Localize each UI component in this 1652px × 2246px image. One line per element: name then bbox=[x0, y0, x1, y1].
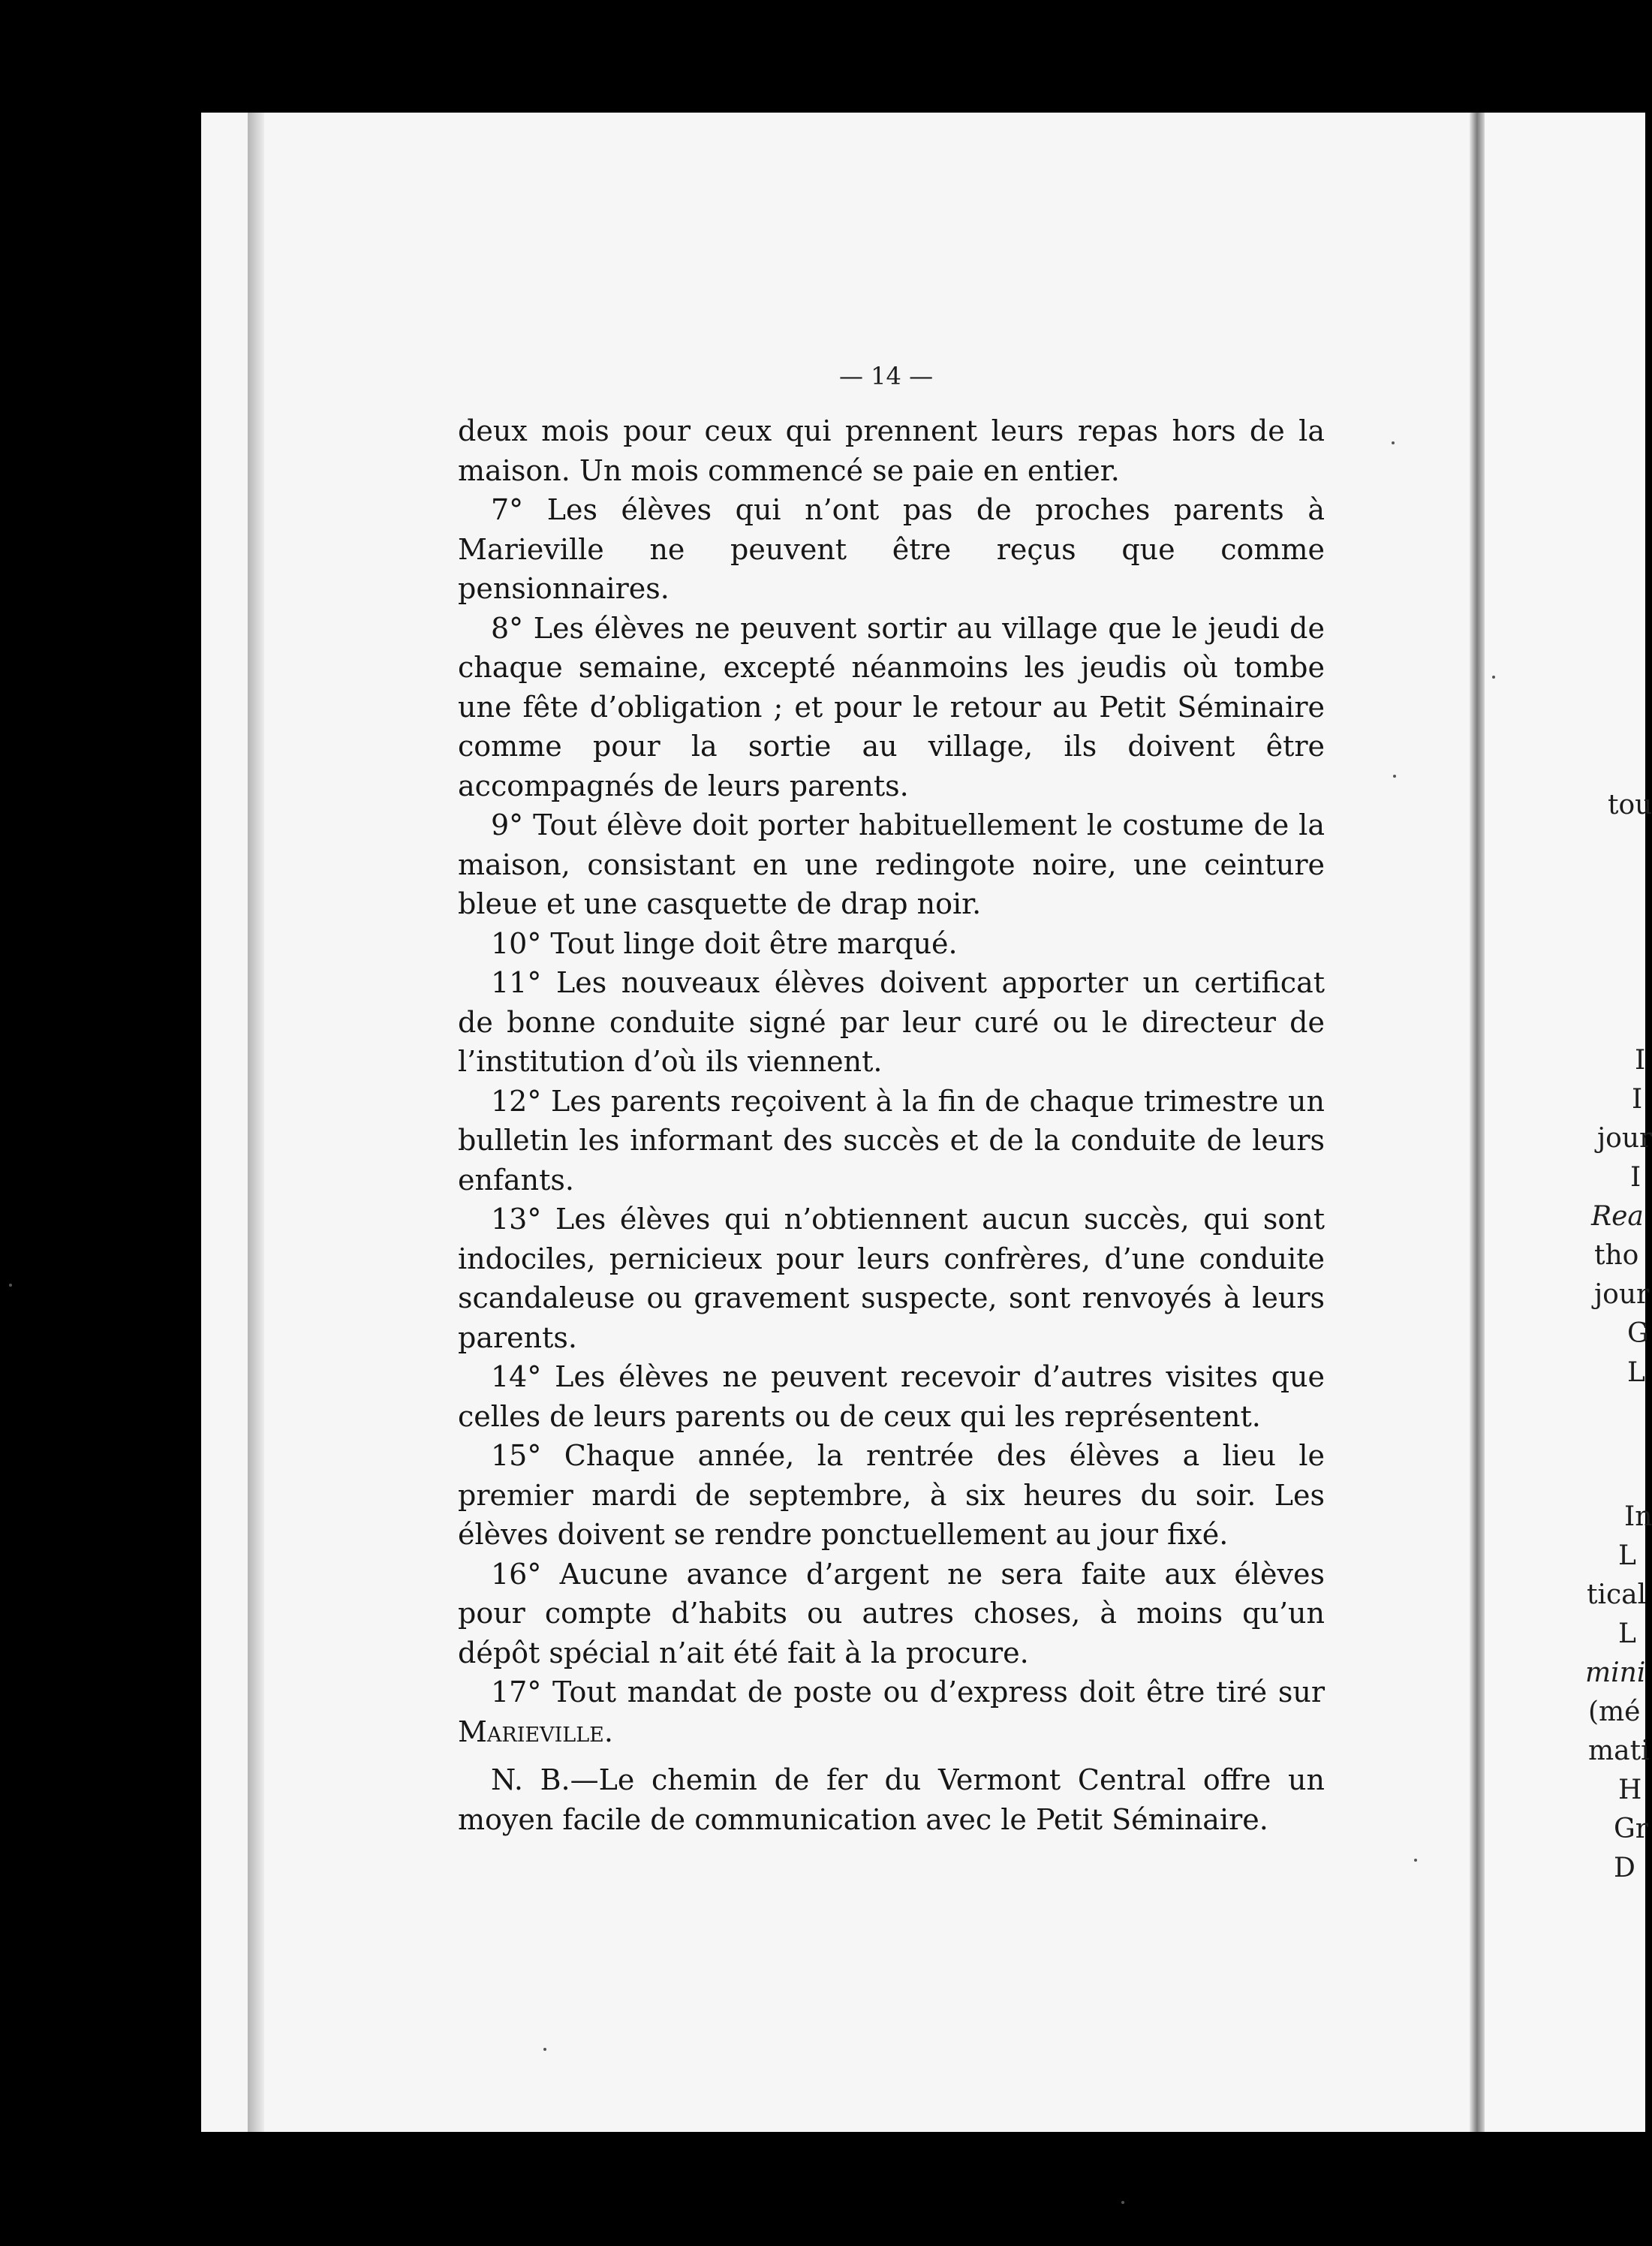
facing-fragment: L bbox=[1618, 1618, 1636, 1649]
scan-speck bbox=[1414, 1859, 1417, 1862]
rule-15: 15° Chaque année, la rentrée des élèves a lieu le premier mardi de septembre, à six heures du soir. Les élèves doivent se rendre ponctuellement au jour fixé. bbox=[458, 1439, 1325, 1551]
rule-7: 7° Les élèves qui n’ont pas de proches parents à Marieville ne peuvent être reçus que comme pensionnaires. bbox=[458, 493, 1325, 605]
rule-12: 12° Les parents reçoivent à la fin de chaque trimestre un bulletin les informant des succès et de la conduite de leurs enfants. bbox=[458, 1084, 1325, 1197]
rule-11: 11° Les nouveaux élèves doivent apporter un certificat de bonne conduite signé par leur curé ou le directeur de l’institution d’où ils viennent. bbox=[458, 966, 1325, 1078]
facing-fragment: jour bbox=[1594, 1279, 1650, 1310]
scan-speck bbox=[1121, 2201, 1124, 2204]
scan-speck bbox=[1392, 441, 1395, 444]
rule-17-text: 17° Tout mandat de poste ou d’express doit être tiré sur bbox=[491, 1675, 1325, 1709]
facing-fragment: tou bbox=[1608, 790, 1652, 820]
facing-fragment: mati bbox=[1588, 1736, 1650, 1766]
facing-fragment: Rea bbox=[1591, 1201, 1644, 1232]
facing-fragment: L bbox=[1627, 1357, 1645, 1388]
scan-speck bbox=[1393, 775, 1396, 778]
page-body bbox=[458, 411, 1325, 1839]
rule-13: 13° Les élèves qui n’obtiennent aucun succès, qui sont indociles, pernicieux pour leurs confrères, d’une conduite scandaleuse ou gravement suspecte, sont renvoyés à leurs parents. bbox=[458, 1203, 1325, 1354]
page-number: — 14 — bbox=[839, 362, 934, 390]
facing-fragment: Gr bbox=[1614, 1814, 1648, 1844]
facing-fragment: mini bbox=[1585, 1657, 1646, 1688]
book-gutter bbox=[1470, 113, 1485, 2132]
facing-fragment: I bbox=[1632, 1084, 1643, 1115]
facing-fragment: jour bbox=[1597, 1123, 1652, 1154]
facing-fragment: I bbox=[1630, 1162, 1641, 1193]
rule-9: 9° Tout élève doit porter habituellement le costume de la maison, consistant en une redingote noire, une ceinture bleue et une casquette de drap noir. bbox=[458, 808, 1325, 920]
rule-14: 14° Les élèves ne peuvent recevoir d’autres visites que celles de leurs parents ou de ceux qui les représentent. bbox=[458, 1360, 1325, 1433]
rule-16: 16° Aucune avance d’argent ne sera faite aux élèves pour compte d’habits ou autres choses, à moins qu’un dépôt spécial n’ait été fait à la procure. bbox=[458, 1557, 1325, 1669]
facing-fragment: G bbox=[1627, 1318, 1649, 1349]
facing-fragment: D bbox=[1614, 1853, 1635, 1883]
facing-fragment: In bbox=[1624, 1501, 1652, 1532]
rule-17 bbox=[458, 1672, 1325, 1751]
rule-17-place: Marieville. bbox=[458, 1715, 613, 1748]
paragraph-continuation: deux mois pour ceux qui prennent leurs repas hors de la maison. Un mois commencé se paie en entier. bbox=[458, 414, 1325, 487]
facing-fragment: (mé bbox=[1588, 1697, 1641, 1727]
scan-speck bbox=[9, 1284, 12, 1287]
nota-bene: N. B.—Le chemin de fer du Vermont Central offre un moyen facile de communication avec le Petit Séminaire. bbox=[458, 1763, 1325, 1836]
scan-speck bbox=[1492, 676, 1495, 679]
facing-fragment: H bbox=[1618, 1775, 1642, 1805]
facing-fragment: L bbox=[1618, 1540, 1636, 1571]
facing-fragment: tical bbox=[1587, 1579, 1647, 1610]
scan-speck bbox=[543, 2048, 546, 2051]
rule-10: 10° Tout linge doit être marqué. bbox=[491, 926, 958, 960]
page-edge-shadow bbox=[248, 113, 264, 2132]
facing-fragment: I bbox=[1635, 1045, 1646, 1076]
rule-8: 8° Les élèves ne peuvent sortir au village que le jeudi de chaque semaine, excepté néanmoins les jeudis où tombe une fête d’obligation ; et pour le retour au Petit Séminaire comme pour la sortie au village, ils doivent être accompagnés de leurs parents. bbox=[458, 611, 1325, 802]
facing-fragment: tho bbox=[1594, 1240, 1639, 1271]
